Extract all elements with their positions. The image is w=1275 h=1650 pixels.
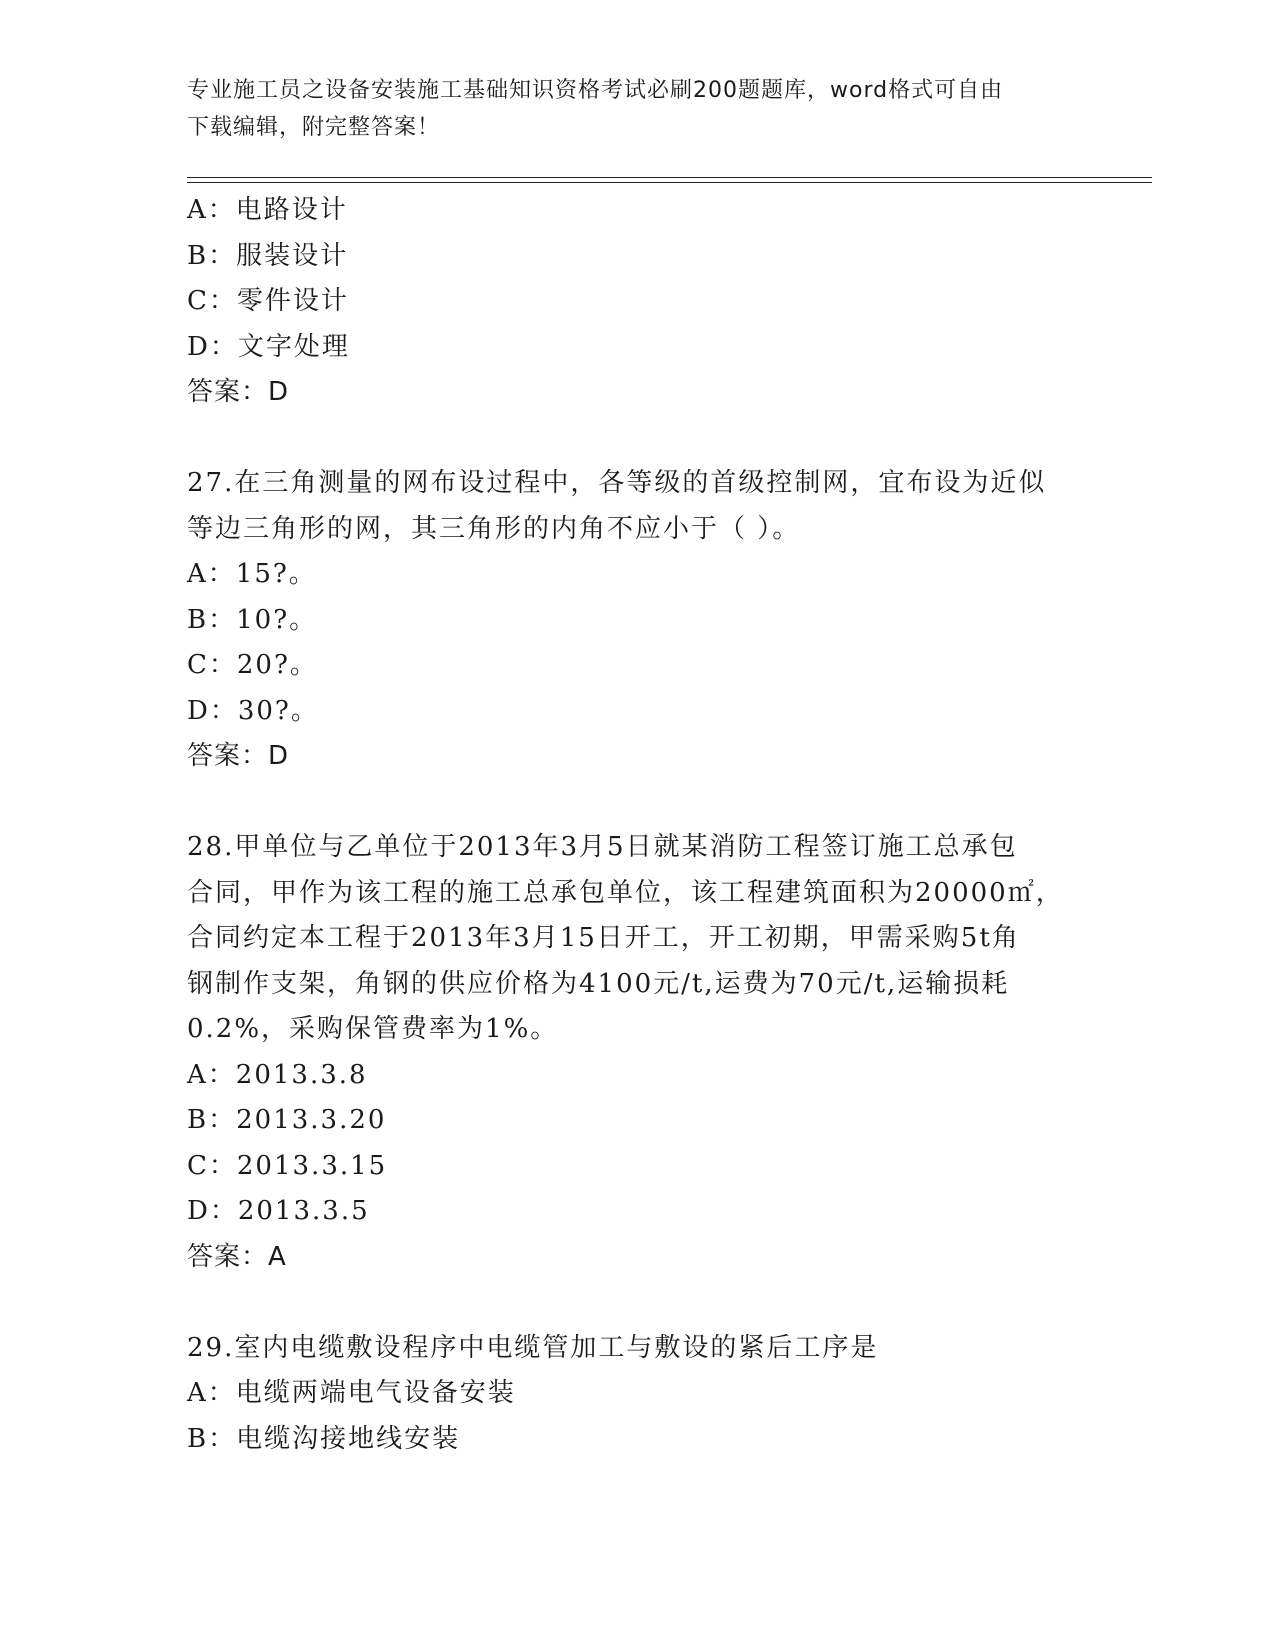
answer: 答案：D [187, 377, 290, 407]
option-c: C：20?。 [187, 650, 318, 680]
spacer [187, 416, 1087, 462]
option-a: A：2013.3.8 [187, 1059, 368, 1090]
question-stem-line: 等边三角形的网，其三角形的内角不应小于（ ）。 [187, 513, 801, 544]
header-title-line-1: 专业施工员之设备安装施工基础知识资格考试必刷200题题库，word格式可自由 [187, 78, 1004, 103]
option-c: C：2013.3.15 [187, 1150, 388, 1181]
question-stem-line: 合同，甲作为该工程的施工总承包单位，该工程建筑面积为20000㎡， [187, 877, 1064, 908]
header-rule-top [187, 177, 1152, 178]
spacer [187, 780, 1087, 826]
option-c: C：零件设计 [187, 286, 349, 316]
question-content [187, 188, 1087, 1462]
option-a: A：15?。 [187, 559, 317, 589]
question-27 [187, 461, 1087, 780]
option-d: D：文字处理 [187, 331, 350, 362]
option-b: B：10?。 [187, 604, 318, 635]
answer: 答案：D [187, 741, 290, 771]
option-a: A：电路设计 [187, 195, 348, 225]
option-b: B：电缆沟接地线安装 [187, 1423, 461, 1454]
answer: 答案：A [187, 1241, 287, 1272]
header-rule-bottom [187, 182, 1152, 183]
option-b: B：服装设计 [187, 240, 349, 271]
question-stem-line: 0.2%，采购保管费率为1%。 [187, 1014, 559, 1044]
question-stem-line: 27.在三角测量的网布设过程中，各等级的首级控制网，宜布设为近似 [187, 468, 1047, 498]
question-stem-line: 钢制作支架，角钢的供应价格为4100元/t,运费为70元/t,运输损耗 [187, 968, 1010, 999]
question-stem-line: 28.甲单位与乙单位于2013年3月5日就某消防工程签订施工总承包 [187, 832, 1018, 862]
option-d: D：2013.3.5 [187, 1196, 370, 1226]
question-28 [187, 825, 1087, 1280]
question-stem-line: 29.室内电缆敷设程序中电缆管加工与敷设的紧后工序是 [187, 1332, 879, 1363]
question-29 [187, 1326, 1087, 1463]
option-d: D：30?。 [187, 695, 319, 726]
header-title-line-2: 下载编辑，附完整答案！ [187, 115, 441, 140]
option-a: A：电缆两端电气设备安装 [187, 1378, 516, 1408]
spacer [187, 1280, 1087, 1326]
question-26 [187, 188, 1087, 416]
option-b: B：2013.3.20 [187, 1105, 387, 1135]
question-stem-line: 合同约定本工程于2013年3月15日开工，开工初期，甲需采购5t角 [187, 923, 1020, 953]
document-header [187, 72, 1087, 146]
